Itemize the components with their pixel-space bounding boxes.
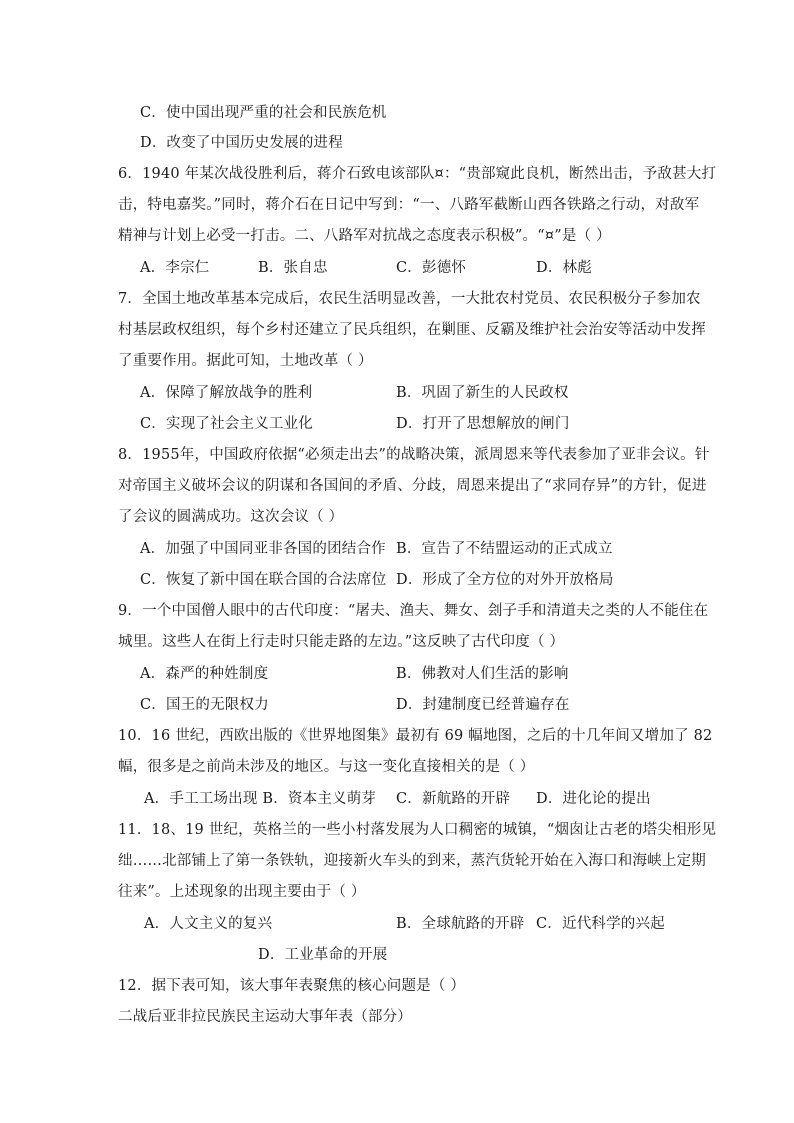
- q10-option-c: C．新航路的开辟: [396, 791, 511, 807]
- q11-stem-line-1: 11．18、19 世纪，英格兰的一些小村落发展为人口稠密的城镇，“烟囱让古老的塔尖相形见: [118, 822, 717, 838]
- q10-stem-line-1: 10．16 世纪，西欧出版的《世界地图集》最初有 69 幅地图，之后的十几年间又增加了 82: [118, 728, 713, 744]
- q7-stem-line-2: 村基层政权组织，每个乡村还建立了民兵组织，在剿匪、反霸及维护社会治安等活动中发挥: [118, 322, 706, 338]
- q9-option-a: A．森严的种姓制度: [140, 666, 269, 682]
- q11-stem-line-2: 绌……北部铺上了第一条铁轨，迎接新火车头的到来，蒸汽货轮开始在入海口和海峡上定期: [118, 853, 706, 869]
- q7-option-b: B．巩固了新生的人民政权: [396, 385, 569, 401]
- q9-option-d: D．封建制度已经普遍存在: [396, 697, 570, 713]
- q8-option-a: A．加强了中国同亚非各国的团结合作: [140, 541, 386, 557]
- q8-option-b: B．宣告了不结盟运动的正式成立: [396, 541, 613, 557]
- q10-option-a-b: A．手工工场出现 B．资本主义萌芽: [144, 791, 377, 807]
- q9-option-c: C．国王的无限权力: [140, 697, 269, 713]
- q7-stem-line-3: 了重要作用。据此可知，土地改革（ ）: [118, 353, 373, 369]
- q6-option-d: D．林彪: [536, 260, 592, 276]
- q7-option-a: A．保障了解放战争的胜利: [140, 385, 313, 401]
- q12-table-caption: 二战后亚非拉民族民主运动大事年表（部分）: [118, 1009, 412, 1025]
- q8-stem-line-3: 了会议的圆满成功。这次会议（ ）: [118, 509, 344, 525]
- q6-stem-line-3: 精神与计划上必受一打击。二、八路军对抗战之态度表示积极”。“¤”是（ ）: [118, 228, 611, 244]
- q11-option-b: B．全球航路的开辟: [396, 916, 525, 932]
- q12-stem-line-1: 12．据下表可知，该大事年表聚焦的核心问题是（ ）: [118, 978, 466, 994]
- q8-option-d: D．形成了全方位的对外开放格局: [396, 572, 614, 588]
- q8-option-c: C．恢复了新中国在联合国的合法席位: [140, 572, 387, 588]
- q8-stem-line-1: 8．1955年，中国政府依据“必须走出去”的战略决策，派周恩来等代表参加了亚非会议。针: [118, 447, 710, 463]
- q11-option-d: D．工业革命的开展: [258, 947, 388, 963]
- q9-stem-line-1: 9．一个中国僧人眼中的古代印度：“屠夫、渔夫、舞女、刽子手和清道夫之类的人不能住在: [118, 603, 709, 619]
- q7-option-c: C．实现了社会主义工业化: [140, 416, 313, 432]
- q6-stem-line-2: 击，特电嘉奖。”同时，蒋介石在日记中写到：“一、八路军截断山西各铁路之行动，对敌军: [118, 197, 700, 213]
- q6-stem-line-1: 6．1940 年某次战役胜利后，蒋介石致电该部队¤：“贵部窥此良机，断然出击，予敌甚大打: [118, 166, 717, 182]
- q9-stem-line-2: 城里。这些人在街上行走时只能走路的左边。”这反映了古代印度（ ）: [118, 634, 565, 650]
- q10-stem-line-2: 幅，很多是之前尚未涉及的地区。与这一变化直接相关的是（ ）: [118, 759, 535, 775]
- q8-stem-line-2: 对帝国主义破坏会议的阴谋和各国间的矛盾、分歧，周恩来提出了“求同存异”的方针，促进: [118, 478, 707, 494]
- q9-option-b: B．佛教对人们生活的影响: [396, 666, 569, 682]
- q5-option-c: C．使中国出现严重的社会和民族危机: [140, 105, 387, 121]
- q6-option-c: C．彭德怀: [396, 260, 467, 276]
- q11-option-a: A．人文主义的复兴: [144, 916, 273, 932]
- q11-option-c: C．近代科学的兴起: [536, 916, 665, 932]
- q6-option-b: B．张自忠: [258, 260, 328, 276]
- q7-option-d: D．打开了思想解放的闸门: [396, 416, 570, 432]
- q5-option-d: D．改变了中国历史发展的进程: [140, 135, 343, 151]
- q6-option-a: A．李宗仁: [140, 260, 210, 276]
- q10-option-d: D．进化论的提出: [536, 791, 651, 807]
- q11-stem-line-3: 往来”。上述现象的出现主要由于（ ）: [118, 884, 366, 900]
- q7-stem-line-1: 7．全国土地改革基本完成后，农民生活明显改善，一大批农村党员、农民积极分子参加农: [118, 291, 701, 307]
